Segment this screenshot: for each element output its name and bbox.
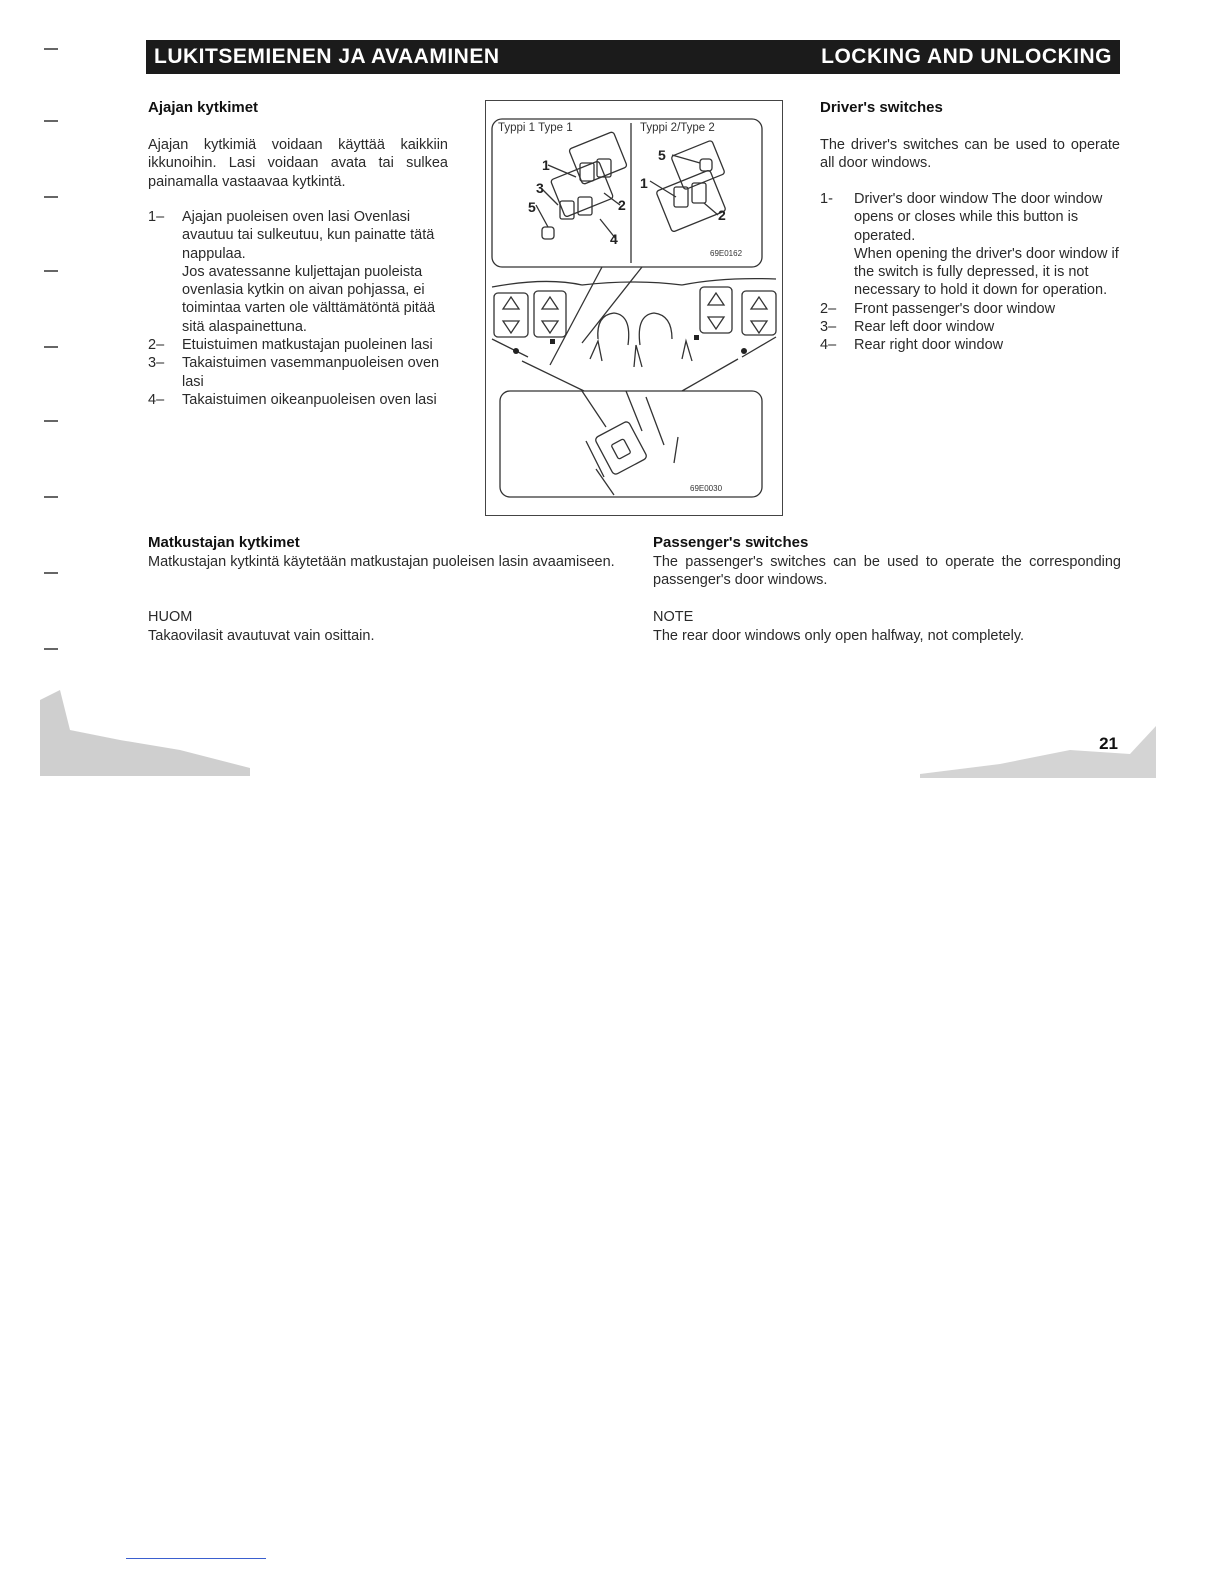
figure-code-top: 69E0162 (710, 249, 743, 258)
fi-passenger-heading: Matkustajan kytkimet (148, 534, 300, 551)
section-banner (146, 40, 1120, 74)
item-number: 4– (820, 337, 837, 354)
torn-edge-right (920, 720, 1160, 780)
list-item (148, 208, 448, 336)
item-text: Ajajan puoleisen oven lasi Ovenlasi avautuu tai sulkeutuu, kun painatte tätä nappulaa. (182, 209, 435, 262)
callout-label: 1 (640, 175, 648, 191)
callout-label: 3 (536, 180, 544, 196)
binding-mark (44, 346, 58, 348)
item-number: 3– (820, 319, 837, 336)
item-text: Rear right door window (854, 337, 1004, 354)
footer-rule (126, 1558, 266, 1559)
page-number: 21 (1099, 734, 1118, 753)
en-passenger-heading: Passenger's switches (653, 534, 809, 551)
item-text: Takaistuimen vasemmanpuoleisen oven lasi (182, 355, 440, 390)
callout-label: 2 (618, 197, 626, 213)
fi-note-heading: HUOM (148, 609, 193, 625)
binding-mark (44, 572, 58, 574)
window-switch-figure (485, 100, 783, 516)
callout-label: 5 (658, 147, 666, 163)
item-number: 2– (820, 300, 837, 317)
fi-driver-intro: Ajajan kytkimiä voidaan käyttää kaikkiin ikkunoihin. Lasi voidaan avata tai sulkea painamalla vastaavaa kytkintä. (148, 137, 448, 190)
item-number: 1- (820, 191, 833, 207)
figure-code-bottom: 69E0030 (690, 484, 723, 493)
fi-item-list (148, 208, 448, 409)
binding-mark (44, 196, 58, 198)
switch-illustration (486, 101, 782, 515)
list-item (148, 336, 448, 354)
item-number: 1– (148, 209, 165, 225)
en-item-list (820, 190, 1120, 355)
en-passenger-text: The passenger's switches can be used to operate the corresponding passenger's door windows. (653, 554, 1121, 589)
banner-title-en: LOCKING AND UNLOCKING (821, 45, 1112, 68)
item-extra: Jos avatessanne kuljettajan puoleista ovenlasia kytkin on aivan pohjassa, ei toimintaa varten ole välttämätöntä pitää sitä alaspainettuna. (182, 263, 436, 335)
binding-mark (44, 496, 58, 498)
en-driver-intro: The driver's switches can be used to operate all door windows. (820, 137, 1120, 172)
en-driver-heading: Driver's switches (820, 99, 943, 116)
item-text: Etuistuimen matkustajan puoleinen lasi (182, 337, 433, 354)
binding-mark (44, 420, 58, 422)
binding-mark (44, 120, 58, 122)
item-extra: When opening the driver's door window if the switch is fully depressed, it is not necessary to hold it down for operation. (854, 245, 1119, 299)
item-text: Rear left door window (854, 319, 995, 336)
binding-mark (44, 48, 58, 50)
fi-passenger-text: Matkustajan kytkintä käytetään matkustajan puoleisen lasin avaamiseen. (148, 554, 615, 570)
item-text: Front passenger's door window (854, 300, 1056, 317)
item-number: 4– (148, 391, 165, 408)
item-text: Takaistuimen oikeanpuoleisen oven lasi (182, 391, 437, 408)
list-item (820, 318, 1120, 336)
binding-mark (44, 270, 58, 272)
en-note-text: The rear door windows only open halfway, not completely. (653, 628, 1025, 644)
callout-label: 5 (528, 199, 536, 215)
item-number: 2– (148, 337, 165, 354)
binding-mark (44, 648, 58, 650)
list-item (820, 336, 1120, 354)
list-item (820, 190, 1120, 300)
en-note-heading: NOTE (653, 609, 694, 625)
banner-title-fi: LUKITSEMIENEN JA AVAAMINEN (154, 45, 500, 68)
callout-label: 2 (718, 207, 726, 223)
type1-label: Typpi 1 Type 1 (498, 122, 573, 134)
item-number: 3– (148, 355, 165, 372)
callout-label: 1 (542, 157, 550, 173)
type2-label: Typpi 2/Type 2 (640, 122, 715, 134)
list-item (148, 354, 448, 391)
fi-note-text: Takaovilasit avautuvat vain osittain. (148, 628, 375, 644)
fi-driver-heading: Ajajan kytkimet (148, 99, 259, 116)
callout-label: 4 (610, 231, 618, 247)
list-item (148, 391, 448, 409)
list-item (820, 300, 1120, 318)
item-text: Driver's door window The door window opens or closes while this button is operated. (854, 191, 1103, 244)
torn-edge-left (40, 690, 260, 780)
